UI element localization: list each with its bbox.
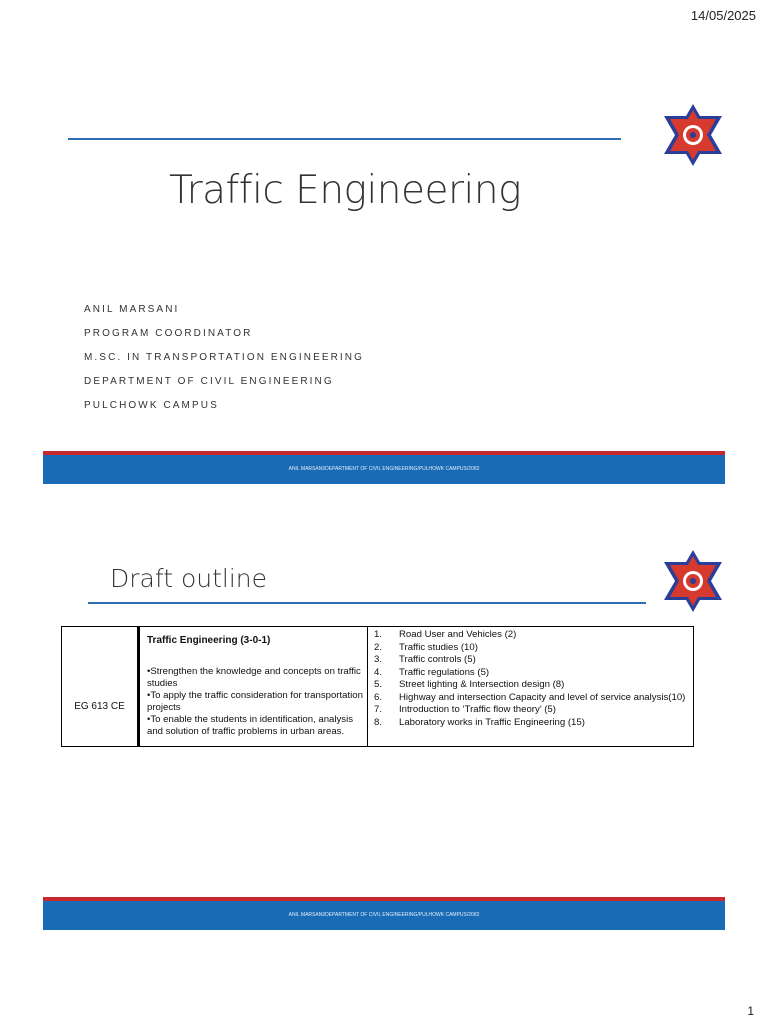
table-row	[62, 627, 694, 747]
page-number: 1	[747, 1004, 754, 1018]
list-item: •To enable the students in identification, analysis and solution of traffic problems in urban areas.	[147, 714, 354, 737]
list-item: 1. Road User and Vehicles (2)	[374, 629, 517, 640]
list-item: 4. Traffic regulations (5)	[374, 666, 490, 678]
list-item: 2. Traffic studies (10)	[374, 641, 478, 653]
list-item: 6. Highway and intersection Capacity and level of service analysis(10)	[374, 691, 686, 703]
program-name: M.SC. IN TRANSPORTATION ENGINEERING	[84, 352, 365, 363]
presenter-info	[84, 303, 364, 423]
course-outline-table	[61, 626, 694, 747]
print-date: 14/05/2025	[690, 8, 756, 23]
topics-list	[374, 629, 687, 729]
list-item: •To apply the traffic consideration for transportation projects	[147, 690, 363, 713]
slide-footer: ANIL MARSANI/DEPARTMENT OF CIVIL ENGINEERING/PULHOWK CAMPUS/2082	[43, 451, 725, 484]
topics-cell	[368, 627, 694, 747]
list-item: 3. Traffic controls (5)	[374, 654, 476, 665]
list-item: 5. Street lighting & Intersection design (8)	[374, 679, 565, 690]
presenter-role: PROGRAM COORDINATOR	[84, 328, 253, 339]
slide-footer: ANIL MARSANI/DEPARTMENT OF CIVIL ENGINEERING/PULHOWK CAMPUS/2082	[43, 897, 725, 930]
slide-title: Traffic Engineering	[169, 168, 521, 213]
objectives-list	[147, 666, 363, 738]
title-rule	[88, 602, 646, 604]
course-code-cell	[62, 627, 139, 747]
course-code: EG 613 CE	[74, 701, 125, 712]
university-emblem-icon	[662, 102, 724, 168]
course-title: Traffic Engineering (3-0-1)	[147, 635, 271, 646]
department-name: DEPARTMENT OF CIVIL ENGINEERING	[84, 376, 334, 387]
campus-name: PULCHOWK CAMPUS	[84, 400, 219, 411]
presenter-name: ANIL MARSANI	[84, 304, 180, 315]
title-rule	[68, 138, 621, 140]
list-item: •Strengthen the knowledge and concepts on traffic studies	[147, 666, 361, 689]
course-description-cell	[139, 627, 368, 747]
list-item: 7. Introduction to ‘Traffic flow theory’ (5)	[374, 704, 556, 715]
list-item: 8. Laboratory works in Traffic Engineering (15)	[374, 716, 585, 728]
slide-title: Draft outline	[110, 564, 268, 593]
university-emblem-icon	[662, 548, 724, 614]
